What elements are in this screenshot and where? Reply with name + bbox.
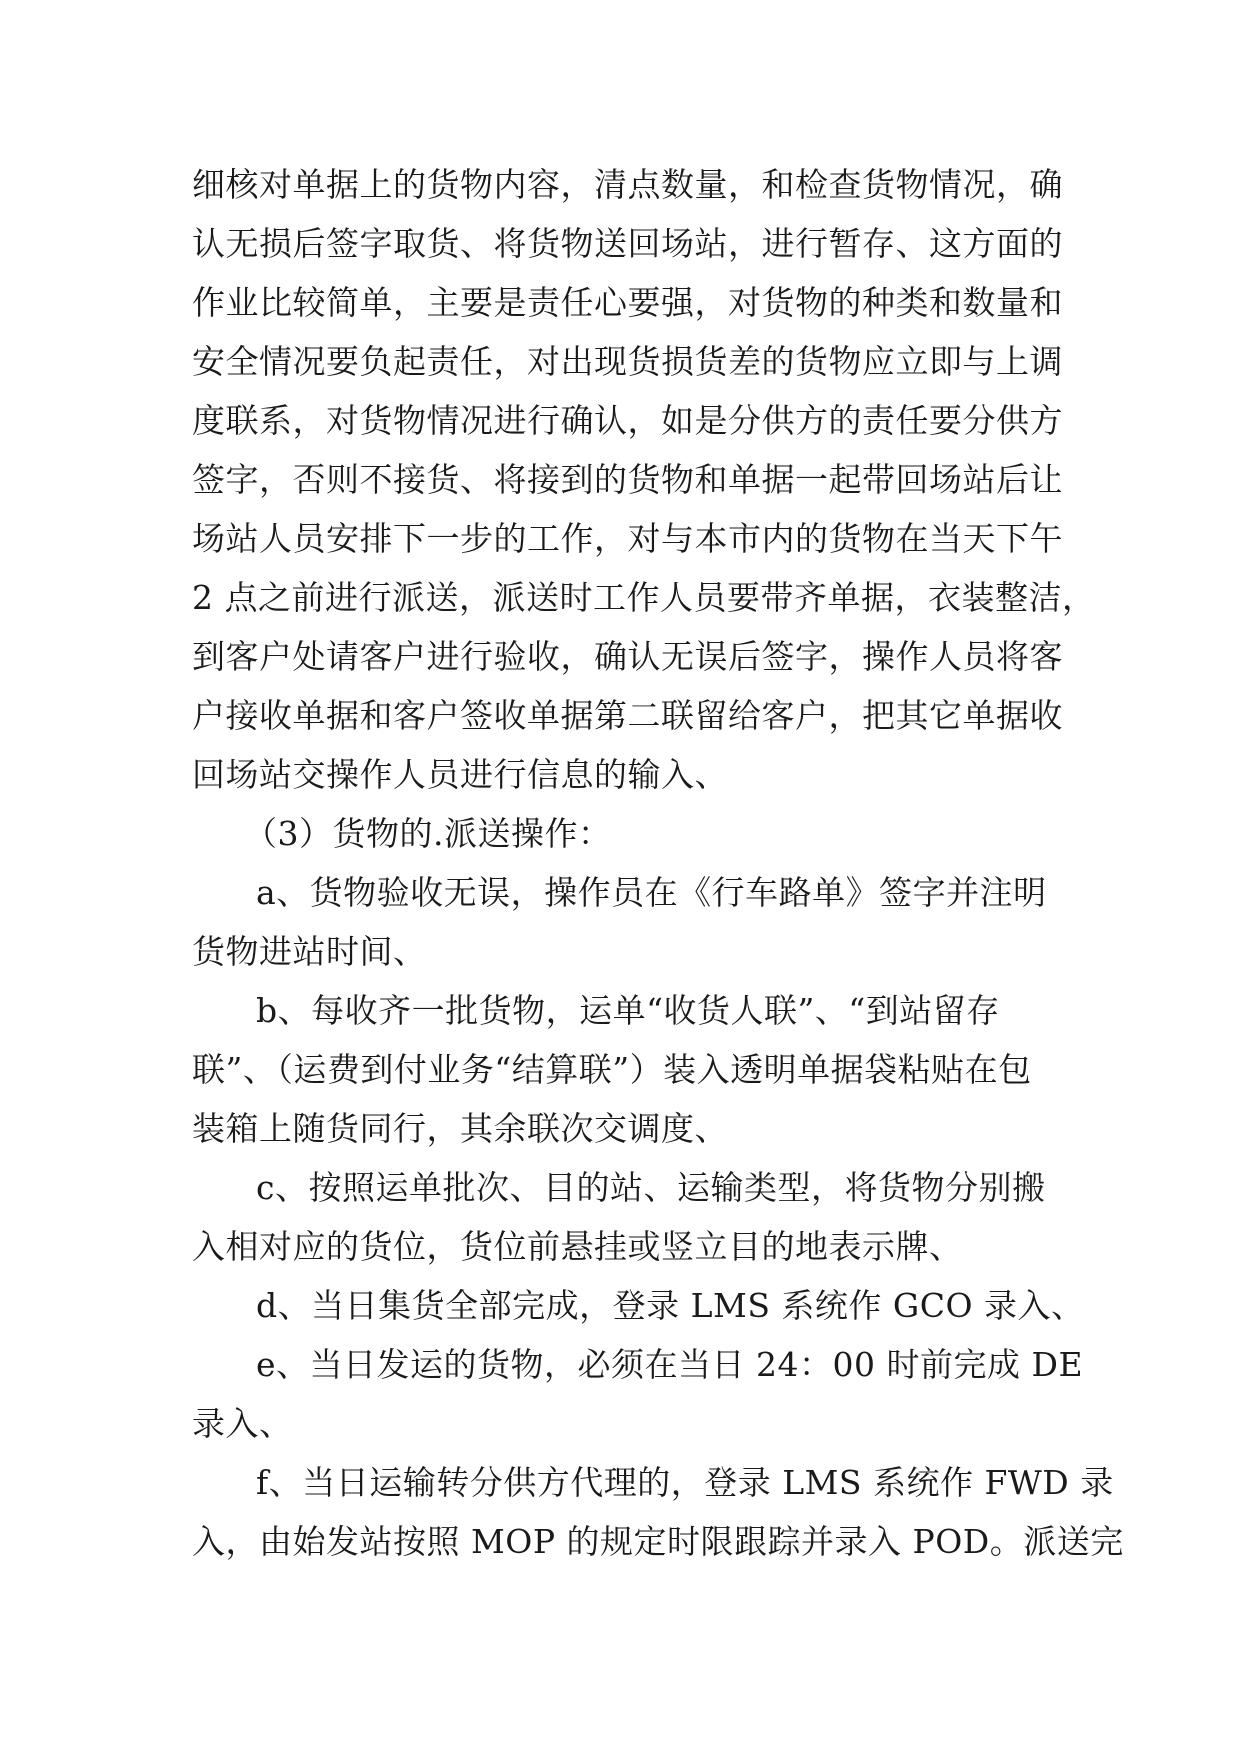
list-item-c: c、按照运单批次、目的站、运输类型，将货物分别搬 xyxy=(256,1168,1046,1207)
paragraph-line: 入，由始发站按照 MOP 的规定时限跟踪并录入 POD。派送完 xyxy=(192,1522,1124,1561)
list-item-a: a、货物验收无误，操作员在《行车路单》签字并注明 xyxy=(256,873,1047,912)
paragraph-line: 联”、（运费到付业务“结算联”）装入透明单据袋粘贴在包 xyxy=(192,1050,1032,1089)
paragraph-line: 户接收单据和客户签收单据第二联留给客户，把其它单据收 xyxy=(192,696,1063,735)
paragraph-line: 度联系，对货物情况进行确认，如是分供方的责任要分供方 xyxy=(192,401,1063,440)
paragraph-line: 细核对单据上的货物内容，清点数量，和检查货物情况，确 xyxy=(192,165,1063,204)
paragraph-line: 场站人员安排下一步的工作，对与本市内的货物在当天下午 xyxy=(192,519,1063,558)
section-heading: （3）货物的.派送操作： xyxy=(244,814,612,853)
paragraph-line: 安全情况要负起责任，对出现货损货差的货物应立即与上调 xyxy=(192,342,1063,381)
paragraph-line: 录入、 xyxy=(192,1404,293,1443)
paragraph-line: 认无损后签字取货、将货物送回场站，进行暂存、这方面的 xyxy=(192,224,1063,263)
paragraph-line: 作业比较简单，主要是责任心要强，对货物的种类和数量和 xyxy=(192,283,1063,322)
paragraph-line: 装箱上随货同行，其余联次交调度、 xyxy=(192,1109,728,1148)
paragraph-line: 入相对应的货位，货位前悬挂或竖立目的地表示牌、 xyxy=(192,1227,963,1266)
paragraph-line: 回场站交操作人员进行信息的输入、 xyxy=(192,755,728,794)
list-item-f: f、当日运输转分供方代理的，登录 LMS 系统作 FWD 录 xyxy=(256,1463,1114,1502)
paragraph-line: 货物进站时间、 xyxy=(192,932,427,971)
list-item-d: d、当日集货全部完成，登录 LMS 系统作 GCO 录入、 xyxy=(256,1286,1085,1325)
paragraph-line: 2 点之前进行派送，派送时工作人员要带齐单据，衣装整洁， xyxy=(192,578,1096,617)
paragraph-line: 签字，否则不接货、将接到的货物和单据一起带回场站后让 xyxy=(192,460,1063,499)
paragraph-line: 到客户处请客户进行验收，确认无误后签字，操作人员将客 xyxy=(192,637,1063,676)
list-item-b: b、每收齐一批货物，运单“收货人联”、“到站留存 xyxy=(256,991,1000,1030)
list-item-e: e、当日发运的货物，必须在当日 24：00 时前完成 DE xyxy=(256,1345,1084,1384)
